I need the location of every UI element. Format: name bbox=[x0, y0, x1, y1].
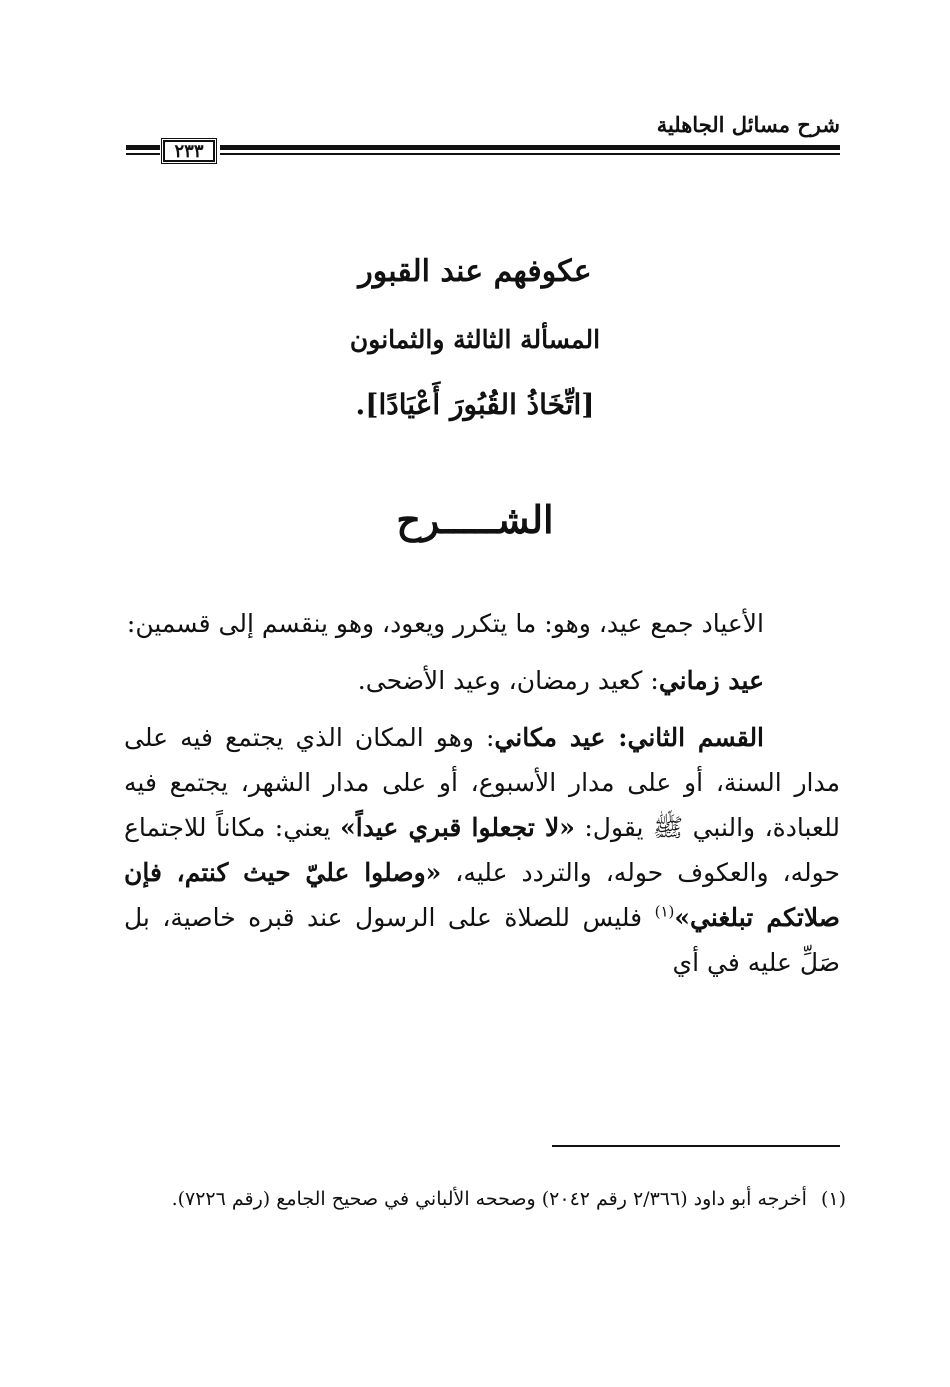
footnote-marker: (١) bbox=[820, 1188, 846, 1210]
footnote-text: أخرجه أبو داود (٢/٣٦٦ رقم ٢٠٤٢) وصححه الألباني في صحيح الجامع (رقم ٧٢٢٦). bbox=[171, 1188, 807, 1210]
page-number: ٢٣٣ bbox=[163, 140, 215, 162]
bold-term: القسم الثاني: عيد مكاني bbox=[494, 723, 765, 752]
paragraph-text: : كعيد رمضان، وعيد الأضحى. bbox=[357, 666, 659, 695]
paragraph-definition: الأعياد جمع عيد، وهو: ما يتكرر ويعود، وهو ينقسم إلى قسمين: bbox=[126, 609, 764, 638]
paragraph-text: يعني: مكاناً للاجتماع حوله، والعكوف حوله، والتردد عليه، bbox=[124, 813, 840, 887]
paragraph-spatial-eid bbox=[124, 715, 840, 985]
footnote bbox=[124, 1183, 846, 1215]
paragraph-text: : وهو المكان الذي يجتمع فيه على مدار السنة، أو على مدار الأسبوع، أو على مدار الشهر، يجتمع فيه للعبادة، والنبي ﷺ يقول: bbox=[124, 723, 840, 842]
header-rule-left bbox=[126, 143, 160, 159]
body-text bbox=[124, 601, 840, 997]
hadith-quote: «وصلوا عليّ حيث كنتم، فإن صلاتكم تبلغني» bbox=[124, 858, 840, 932]
header-rule-right bbox=[220, 143, 840, 159]
footnote-separator bbox=[552, 1145, 840, 1147]
chapter-title: عكوفهم عند القبور bbox=[358, 254, 592, 289]
hadith-quote: «لا تجعلوا قبري عيداً» bbox=[340, 813, 575, 842]
section-title: الشـــــرح bbox=[396, 497, 554, 542]
paragraph-text: فليس للصلاة على الرسول عند قبره خاصية، بل صَلِّ عليه في أي bbox=[124, 903, 840, 977]
paragraph-temporal-eid bbox=[124, 658, 840, 703]
footnote-ref[interactable]: (١) bbox=[654, 902, 675, 921]
running-title: شرح مسائل الجاهلية bbox=[656, 112, 840, 137]
bold-term: عيد زماني bbox=[658, 666, 764, 695]
issue-title: المسألة الثالثة والثمانون bbox=[349, 325, 601, 354]
issue-quote: [اتِّخَاذُ القُبُورَ أَعْيَادًا]. bbox=[355, 388, 595, 421]
